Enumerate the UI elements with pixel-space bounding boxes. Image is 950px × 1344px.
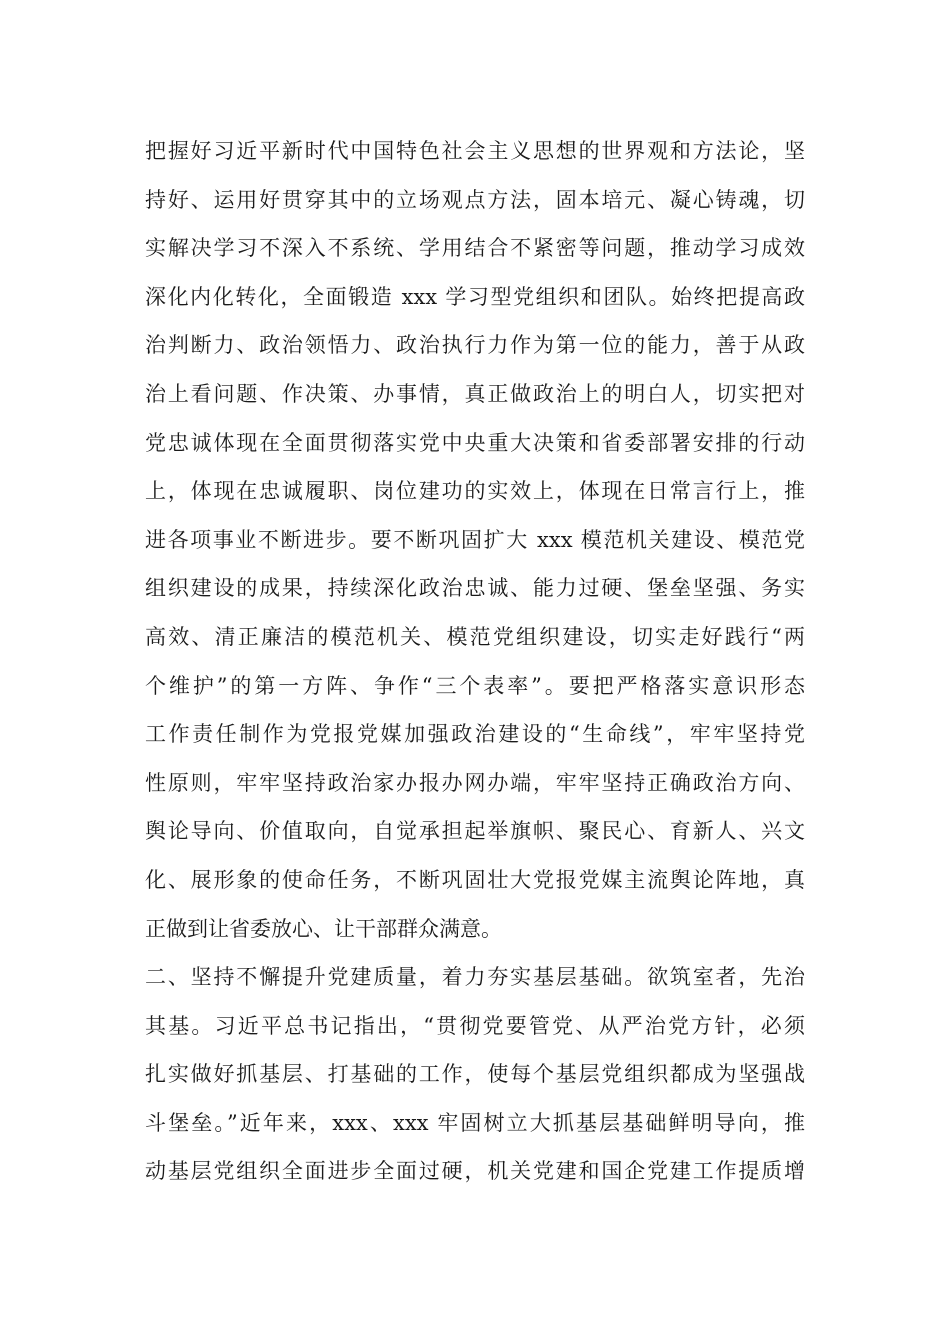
text-line: 实解决学习不深入不系统、学用结合不紧密等问题，推动学习成效 bbox=[145, 236, 805, 261]
text-line: 治判断力、政治领悟力、政治执行力作为第一位的能力，善于从政 bbox=[145, 333, 805, 358]
text-line: 组织建设的成果，持续深化政治忠诚、能力过硬、堡垒坚强、务实 bbox=[145, 576, 805, 601]
body-text bbox=[145, 127, 805, 1196]
paragraph-end-line: 正做到让省委放心、让干部群众满意。 bbox=[145, 916, 502, 941]
text-line: 舆论导向、价值取向，自觉承担起举旗帜、聚民心、育新人、兴文 bbox=[145, 819, 805, 844]
text-line: 高效、清正廉洁的模范机关、模范党组织建设，切实走好践行“两 bbox=[145, 624, 805, 649]
text-line: 治上看问题、作决策、办事情，真正做政治上的明白人，切实把对 bbox=[145, 381, 805, 406]
text-line: 个维护”的第一方阵、争作“三个表率”。要把严格落实意识形态 bbox=[145, 673, 805, 698]
text-line: 把握好习近平新时代中国特色社会主义思想的世界观和方法论，坚 bbox=[145, 139, 805, 163]
text-line: 进各项事业不断进步。要不断巩固扩大 xxx 模范机关建设、模范党 bbox=[145, 527, 805, 552]
section-heading-line: 二、坚持不懈提升党建质量，着力夯实基层基础。欲筑室者，先治 bbox=[145, 965, 805, 990]
text-line: 工作责任制作为党报党媒加强政治建设的“生命线”，牢牢坚持党 bbox=[145, 722, 805, 747]
text-line: 深化内化转化，全面锻造 xxx 学习型党组织和团队。始终把提高政 bbox=[145, 284, 805, 309]
text-line: 斗堡垒。”近年来，xxx、xxx 牢固树立大抓基层基础鲜明导向，推 bbox=[145, 1110, 805, 1135]
text-line: 其基。习近平总书记指出，“贯彻党要管党、从严治党方针，必须 bbox=[145, 1013, 805, 1038]
text-line: 动基层党组织全面进步全面过硬，机关党建和国企党建工作提质增 bbox=[145, 1159, 805, 1184]
text-line: 扎实做好抓基层、打基础的工作，使每个基层党组织都成为坚强战 bbox=[145, 1062, 805, 1087]
text-line: 性原则，牢牢坚持政治家办报办网办端，牢牢坚持正确政治方向、 bbox=[145, 770, 805, 795]
text-line: 化、展形象的使命任务，不断巩固壮大党报党媒主流舆论阵地，真 bbox=[145, 867, 805, 892]
text-line: 上，体现在忠诚履职、岗位建功的实效上，体现在日常言行上，推 bbox=[145, 479, 805, 504]
text-line: 持好、运用好贯穿其中的立场观点方法，固本培元、凝心铸魂，切 bbox=[145, 187, 805, 212]
text-line: 党忠诚体现在全面贯彻落实党中央重大决策和省委部署安排的行动 bbox=[145, 430, 805, 455]
